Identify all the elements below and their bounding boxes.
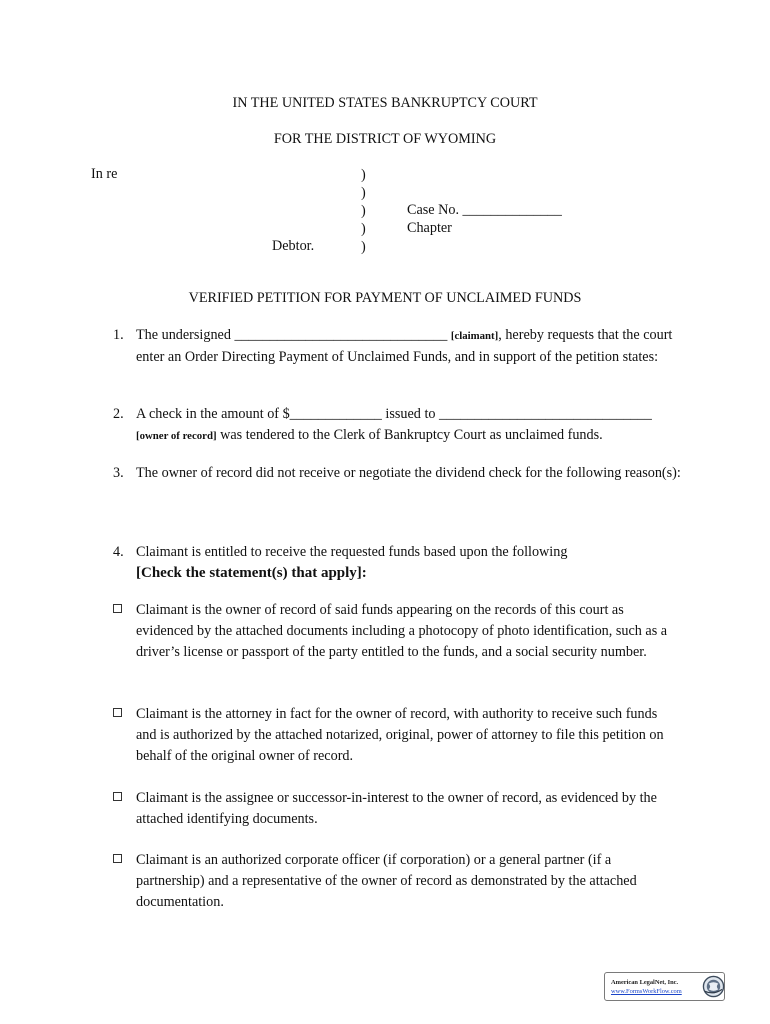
footer-link[interactable]: www.FormsWorkFlow.com (611, 988, 682, 995)
item-4-text (136, 542, 681, 584)
caption-paren: ) (361, 185, 366, 201)
footer-badge (604, 972, 725, 1001)
item-number: 1. (113, 327, 124, 343)
document-title: VERIFIED PETITION FOR PAYMENT OF UNCLAIMED FUNDS (188, 290, 582, 306)
item-2-text-end: was tendered to the Clerk of Bankruptcy Court as unclaimed funds. (216, 426, 603, 443)
item-1-text-start: The undersigned ______________________________ (136, 327, 451, 343)
caption-paren: ) (361, 167, 366, 183)
item-1-text-end: , hereby requests that the court enter an Order Directing Payment of Unclaimed Funds, and in support of the petition states: (136, 327, 673, 365)
option-4-text: Claimant is an authorized corporate officer (if corporation) or a general partner (if a partnership) and a representative of the owner of record as demonstrated by the attached documentation. (136, 852, 637, 910)
item-2-text-start: A check in the amount of $_____________ issued to ______________________________ (136, 406, 652, 422)
caption-paren: ) (361, 221, 366, 237)
district-heading: FOR THE DISTRICT OF WYOMING (273, 131, 497, 147)
case-number-field: Case No. ______________ (407, 202, 562, 218)
check-instruction: [Check the statement(s) that apply]: (136, 564, 367, 581)
item-4-intro: Claimant is entitled to receive the requested funds based upon the following (136, 544, 568, 560)
option-2-text: Claimant is the attorney in fact for the owner of record, with authority to receive such funds and is authorized by the attached notarized, original, power of attorney to file this petition on behalf of the original owner of record. (136, 706, 664, 764)
globe-logo-icon (702, 975, 725, 998)
option-3-checkbox[interactable] (113, 792, 122, 801)
item-number: 2. (113, 406, 124, 422)
chapter-label: Chapter (407, 220, 452, 236)
in-re-label: In re (91, 166, 118, 182)
owner-of-record-bracket: [owner of record] (136, 429, 217, 442)
option-4-checkbox[interactable] (113, 854, 122, 863)
option-3-text: Claimant is the assignee or successor-in-interest to the owner of record, as evidenced by the attached identifying documents. (136, 790, 657, 827)
court-heading: IN THE UNITED STATES BANKRUPTCY COURT (232, 95, 538, 111)
debtor-label: Debtor. (272, 238, 315, 254)
option-2-checkbox[interactable] (113, 708, 122, 717)
item-2-text (136, 404, 684, 447)
item-1-text (136, 325, 681, 368)
footer-company: American LegalNet, Inc. (611, 979, 679, 986)
item-number: 3. (113, 465, 124, 481)
option-1-checkbox[interactable] (113, 604, 122, 613)
caption-paren: ) (361, 203, 366, 219)
item-3-text: The owner of record did not receive or negotiate the dividend check for the following reason(s): (136, 465, 681, 481)
caption-paren: ) (361, 239, 366, 255)
claimant-bracket: [claimant] (450, 330, 499, 342)
option-1-text: Claimant is the owner of record of said funds appearing on the records of this court as evidenced by the attached documents including a photocopy of photo identification, such as a driver’s license or passport of the party entitled to the funds, and a social security number. (136, 602, 668, 660)
item-number: 4. (113, 544, 124, 560)
